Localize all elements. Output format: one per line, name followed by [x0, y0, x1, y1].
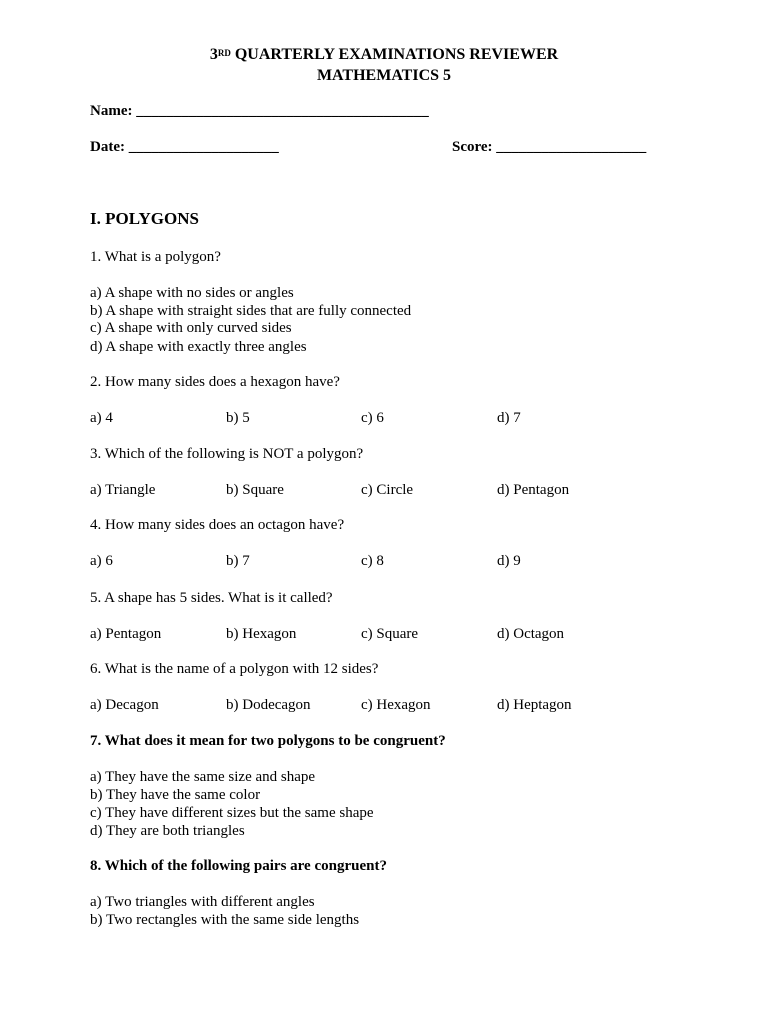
q1-option-b: b) A shape with straight sides that are fully connected — [90, 303, 412, 319]
q6-option-c: c) Hexagon — [361, 697, 431, 713]
q7-option-a: a) They have the same size and shape — [90, 769, 316, 785]
q2-option-b: b) 5 — [226, 410, 250, 426]
question-2: 2. How many sides does a hexagon have? — [90, 374, 340, 390]
q6-option-d: d) Heptagon — [497, 697, 572, 713]
q5-option-c: c) Square — [361, 626, 419, 642]
q2-option-a: a) 4 — [90, 410, 113, 426]
q1-option-a: a) A shape with no sides or angles — [90, 285, 294, 301]
date-field: Date: ____________________ — [90, 139, 279, 155]
document-subtitle: MATHEMATICS 5 — [316, 67, 452, 84]
q7-option-c: c) They have different sizes but the same shape — [90, 805, 374, 821]
q3-option-a: a) Triangle — [90, 482, 156, 498]
title-text: QUARTERLY EXAMINATIONS REVIEWER — [230, 46, 559, 63]
q7-option-b: b) They have the same color — [90, 787, 261, 803]
question-6: 6. What is the name of a polygon with 12 sides? — [90, 661, 379, 677]
q1-option-c: c) A shape with only curved sides — [90, 320, 292, 336]
q5-option-a: a) Pentagon — [90, 626, 162, 642]
score-field: Score: ____________________ — [452, 139, 647, 155]
question-3: 3. Which of the following is NOT a polygon? — [90, 446, 364, 462]
q6-option-b: b) Dodecagon — [226, 697, 311, 713]
q8-option-a: a) Two triangles with different angles — [90, 894, 315, 910]
q6-option-a: a) Decagon — [90, 697, 159, 713]
q5-option-d: d) Octagon — [497, 626, 565, 642]
question-7: 7. What does it mean for two polygons to be congruent? — [90, 733, 446, 749]
q3-option-c: c) Circle — [361, 482, 414, 498]
title-superscript: RD — [217, 48, 231, 58]
section-heading: I. POLYGONS — [90, 209, 199, 228]
title-number: 3 — [209, 46, 218, 63]
q4-option-b: b) 7 — [226, 553, 250, 569]
q3-option-b: b) Square — [226, 482, 284, 498]
name-field: Name: _______________________________________ — [90, 103, 429, 119]
q2-option-d: d) 7 — [497, 410, 521, 426]
document-title — [0, 45, 768, 65]
q3-option-d: d) Pentagon — [497, 482, 570, 498]
q4-option-c: c) 8 — [361, 553, 384, 569]
q8-option-b: b) Two rectangles with the same side lengths — [90, 912, 360, 928]
q7-option-d: d) They are both triangles — [90, 823, 245, 839]
question-8: 8. Which of the following pairs are congruent? — [90, 858, 387, 874]
q4-option-a: a) 6 — [90, 553, 113, 569]
q5-option-b: b) Hexagon — [226, 626, 297, 642]
question-5: 5. A shape has 5 sides. What is it called? — [90, 590, 333, 606]
q2-option-c: c) 6 — [361, 410, 384, 426]
q1-option-d: d) A shape with exactly three angles — [90, 339, 307, 355]
question-4: 4. How many sides does an octagon have? — [90, 517, 345, 533]
q4-option-d: d) 9 — [497, 553, 521, 569]
question-1: 1. What is a polygon? — [90, 249, 221, 265]
